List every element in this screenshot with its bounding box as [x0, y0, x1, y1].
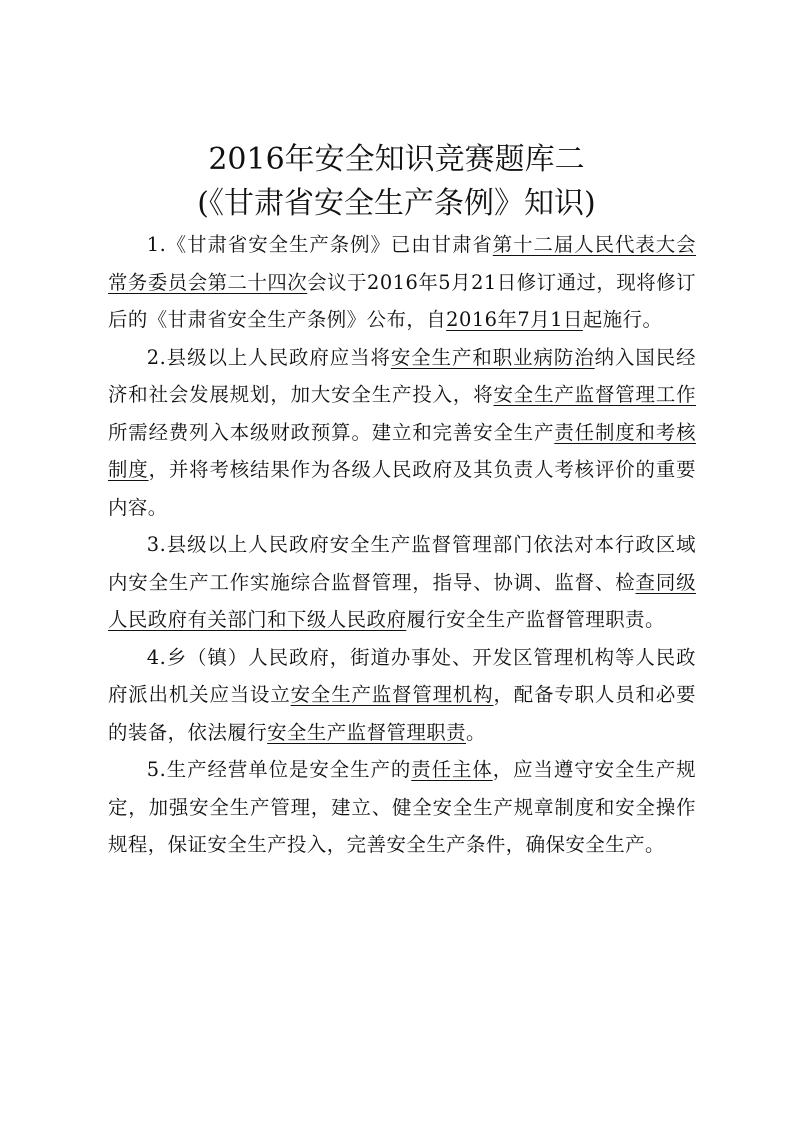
paragraph-text: ，配备专职人员和必要的装备，依法履行	[108, 683, 697, 744]
underlined-answer: 安全生产监督管理工作	[493, 383, 697, 406]
paragraph-text: 1.《甘肃省安全生产条例》已由甘肃省	[146, 233, 493, 256]
paragraph-text: 3.县级以上人民政府安全生产监督管理部门依法对本行政区域内安全生产工作实施综合监督管理，指导、协调、监督、检	[108, 533, 696, 594]
underlined-answer: 责任制度和考核制度	[108, 420, 697, 481]
document-title: 2016年安全知识竞赛题库二	[208, 142, 585, 177]
underlined-answer: 第十二届人民代表大会常务委员会第二十四次	[108, 233, 697, 294]
document-body	[108, 226, 696, 864]
paragraph-text: ，并将考核结果作为各级人民政府及其负责人考核评价的重要内容。	[108, 458, 697, 519]
paragraph-text: ，应当遵守安全生产规定，加强安全生产管理，建立、健全安全生产规章制度和安全操作规程，保证安全生产投入，完善安全生产条件，确保安全生产。	[108, 758, 696, 856]
paragraph-text: 2.县级以上人民政府应当将	[146, 345, 391, 369]
paragraph-4	[108, 639, 696, 752]
paragraph-text: 所需经费列入本级财政预算。建立和完善安全生产	[108, 420, 555, 444]
paragraph-text: 5.生产经营单位是安全生产的	[146, 758, 412, 781]
paragraph-5	[108, 751, 696, 864]
underlined-answer: 安全生产监督管理机构	[290, 683, 494, 706]
paragraph-text: 纳入国民经济和社会发展规划，加大安全生产投入，将	[108, 345, 697, 406]
paragraph-text: 4.乡（镇）人民政府，街道办事处、开发区管理机构等人民政府派出机关应当设立	[108, 645, 696, 706]
underlined-answer: 安全生产和职业病防治	[390, 345, 595, 369]
underlined-answer: 安全生产监督管理职责	[267, 720, 467, 744]
paragraph-text: 起施行。	[582, 308, 663, 331]
paragraph-3	[108, 526, 696, 639]
underlined-answer: 2016年7月1日	[446, 308, 583, 331]
paragraph-text: 。	[466, 720, 486, 744]
paragraph-2	[108, 339, 696, 527]
document-subtitle: (《甘肃省安全生产条例》知识)	[197, 186, 596, 221]
paragraph-1	[108, 226, 696, 339]
underlined-answer: 查同级人民政府有关部门和下级人民政府	[108, 570, 697, 631]
paragraph-text: 履行安全生产监督管理职责。	[406, 608, 665, 631]
underlined-answer: 责任主体	[411, 758, 493, 781]
paragraph-text: 会议于2016年5月21日修订通过，现将修订后的《甘肃省安全生产条例》公布，自	[108, 270, 697, 331]
